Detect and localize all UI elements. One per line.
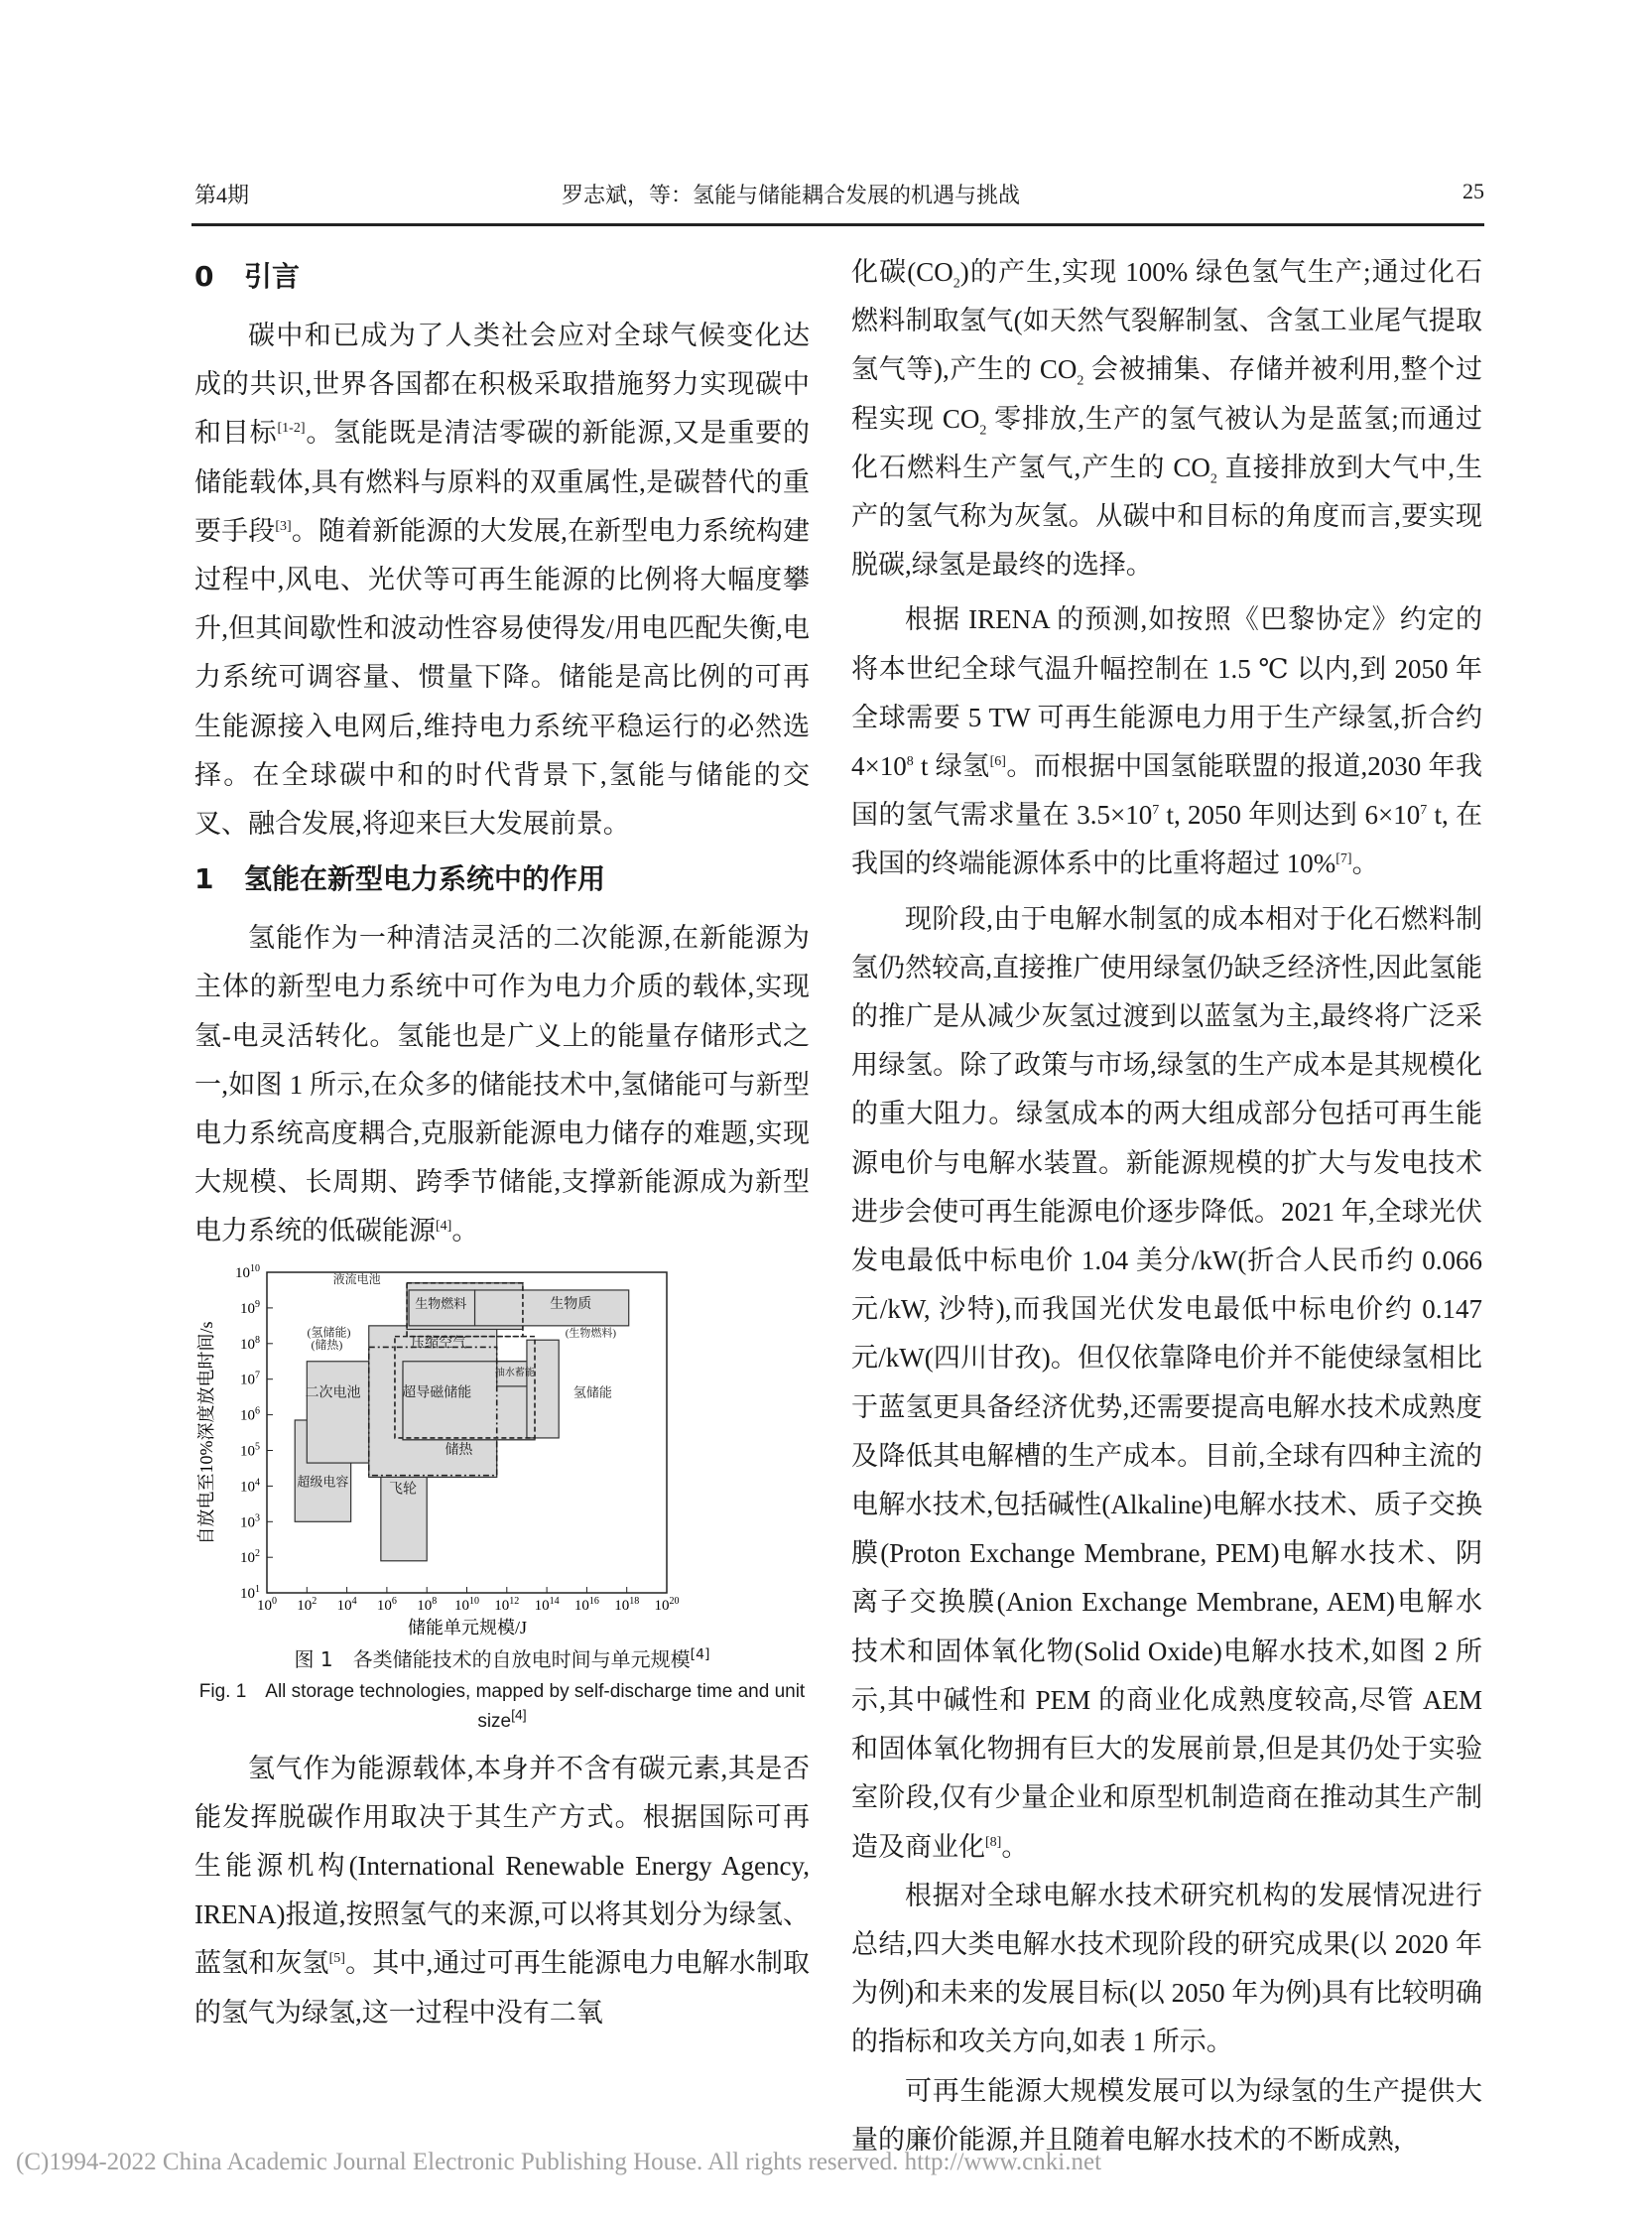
superscript: 7 — [1152, 803, 1160, 819]
subscript: 2 — [953, 276, 960, 292]
text-run: 直接排放到大气中,生产的氢气称为灰氢。从碳中和目标的角度而言,要实现脱碳,绿氢是最终的选择。 — [851, 452, 1483, 581]
citation[interactable]: [4] — [511, 1706, 527, 1723]
paragraph: 根据对全球电解水技术研究机构的发展情况进行总结,四大类电解水技术现阶段的研究成果(以 2020 年为例)和未来的发展目标(以 2050 年为例)具有比较明确的指标和攻关方向,如表 1 所示。 — [851, 1880, 1482, 2057]
paragraph — [851, 895, 1482, 1872]
text-run: t 绿氢 — [913, 751, 990, 782]
x-tick-label: $10^{12}$ — [494, 1595, 520, 1614]
y-tick-label: $10^4$ — [240, 1477, 260, 1496]
paragraph — [851, 248, 1482, 590]
caption-text: 图 1 各类储能技术的自放电时间与单元规模 — [294, 1646, 691, 1671]
box-label: 抽水蓄能 — [494, 1367, 535, 1378]
text-run: 现阶段,由于电解水制氢的成本相对于化石燃料制氢仍然较高,直接推广使用绿氢仍缺乏经济性,因此氢能的推广是从减少灰氢过渡到以蓝氢为主,最终将广泛采用绿氢。除了政策与市场,绿氢的生产成本是其规模化的重大阻力。绿氢成本的两大组成部分包括可再生能源电价与电解水装置。新能源规模的扩大与发电技术进步会使可再生能源电价逐步降低。2021 年,全球光伏发电最低中标电价 1.04 美分/kW(折合人民币约 0.066 元/kW, 沙特),而我国光伏发电最低中标电价约 0.147 元/kW(四川甘孜)。但仅依靠降电价并不能使绿氢相比于蓝氢更具备经济优势,还需要提高电解水技术成熟度及降低其电解槽的生产成本。目前,全球有四种主流的电解水技术,包括碱性(Alkaline)电解水技术、质子交换膜(Proton Exchange Membrane, PEM)电解水技术、阴离子交换膜(Anion Exchange Membrane, AEM)电解水技术和固体氧化物(Solid Oxide)电解水技术,如图 2 所示,其中碱性和 PEM 的商业化成熟度较高,尽管 AEM 和固体氧化物拥有巨大的发展前景,但是其仍处于实验室阶段,仅有少量企业和原型机制造商在推动其生产制造及商业化 — [851, 903, 1482, 1862]
x-tick-label: $10^2$ — [297, 1595, 318, 1614]
running-header — [194, 179, 1484, 218]
paragraph — [194, 312, 810, 849]
box-氢储能 — [527, 1340, 559, 1438]
citation[interactable]: [6] — [989, 754, 1006, 770]
y-tick-label: $10^7$ — [240, 1370, 260, 1388]
right-column — [851, 248, 1482, 2164]
figure-caption-en — [194, 1677, 810, 1737]
copyright-footer: (C)1994-2022 China Academic Journal Electronic Publishing House. All rights reserved. http://www.cnki.net — [16, 2149, 1102, 2175]
section-number: 1 — [194, 862, 214, 896]
text-run: 。氢能既是清洁零碳的新能源,又是重要的储能载体,具有燃料与原料的双重属性,是碳替代的重要手段 — [194, 418, 811, 546]
y-tick-label: $10^8$ — [240, 1334, 260, 1353]
text-run: 。而根据中国氢能联盟的报道,2030 年我国的氢气需求量在 3.5×10 — [851, 751, 1482, 831]
text-run: 根据 IRENA 的预测,如按照《巴黎协定》约定的将本世纪全球气温升幅控制在 1.5 ℃ 以内,到 2050 年全球需要 5 TW 可再生能源电力用于生产绿氢,折合约 4×10 — [851, 604, 1482, 782]
x-tick-label: $10^4$ — [336, 1595, 357, 1614]
section-heading-1 — [194, 851, 810, 908]
superscript: 7 — [1420, 803, 1428, 819]
superscript: 8 — [906, 754, 914, 770]
x-tick-label: $10^{16}$ — [573, 1595, 599, 1614]
left-column — [194, 248, 810, 2037]
x-axis-label: 储能单元规模/J — [407, 1617, 528, 1638]
y-axis-label: 自放电至10%深度放电时间/s — [196, 1321, 216, 1545]
box-label: (氢储能) — [307, 1325, 351, 1340]
citation[interactable]: [1-2] — [277, 421, 306, 437]
y-tick-label: $10^{10}$ — [235, 1263, 260, 1281]
section-number: 0 — [194, 260, 214, 293]
text-run: 化碳(CO — [851, 257, 953, 287]
box-label: 压缩空气 — [411, 1336, 467, 1352]
text-run: t, 在我国的终端能源体系中的比重将超过 10% — [851, 800, 1482, 879]
x-tick-label: $10^{18}$ — [614, 1595, 640, 1614]
figure-caption-cn — [194, 1641, 810, 1677]
running-title: 罗志斌，等：氢能与储能耦合发展的机遇与挑战 — [562, 183, 1021, 207]
citation[interactable]: [7] — [1335, 852, 1352, 867]
y-tick-label: $10^9$ — [240, 1298, 260, 1317]
text-run: 。 — [1351, 849, 1379, 879]
box-label: 生物质 — [550, 1296, 592, 1312]
x-tick-label: $10^6$ — [376, 1595, 397, 1614]
caption-text: Fig. 1 All storage technologies, mapped by self-discharge time and unit size — [198, 1680, 806, 1732]
y-tick-label: $10^3$ — [240, 1511, 260, 1530]
y-tick-label: $10^5$ — [240, 1441, 260, 1460]
page-number: 25 — [1462, 179, 1484, 203]
box-label: (生物燃料) — [565, 1327, 617, 1340]
paragraph — [194, 914, 810, 1255]
text-run: 氢气作为能源载体,本身并不含有碳元素,其是否能发挥脱碳作用取决于其生产方式。根据国际可再生能源机构(International Renewable Energy Agency, IRENA)报道,按照氢气的来源,可以将其划分为绿氢、蓝氢和灰氢 — [194, 1753, 810, 1979]
text-run: 氢能作为一种清洁灵活的二次能源,在新能源为主体的新型电力系统中可作为电力介质的载体,实现氢-电灵活转化。氢能也是广义上的能量存储形式之一,如图 1 所示,在众多的储能技术中,氢储能可与新型电力系统高度耦合,克服新能源电力储存的难题,实现大规模、长周期、跨季节储能,支撑新能源成为新型电力系统的低碳能源 — [194, 923, 810, 1246]
y-tick-label: $10^1$ — [240, 1583, 260, 1602]
x-tick-label: $10^8$ — [417, 1595, 438, 1614]
x-tick-label: $10^{10}$ — [454, 1595, 479, 1614]
box-label: 二次电池 — [305, 1385, 361, 1401]
subscript: 2 — [1209, 471, 1217, 487]
section-title: 氢能在新型电力系统中的作用 — [244, 862, 606, 896]
citation[interactable]: [4] — [436, 1219, 452, 1235]
y-tick-label: $10^2$ — [240, 1547, 260, 1566]
box-label: 液流电池 — [332, 1271, 381, 1286]
x-tick-label: $10^{14}$ — [534, 1595, 560, 1614]
box-label: 超级电容 — [297, 1474, 349, 1490]
header-rule — [191, 223, 1484, 226]
text-run: 。 — [451, 1216, 479, 1246]
text-run: 。其中,通过可再生能源电力电解水制取的氢气为绿氢,这一过程中没有二氧 — [194, 1948, 811, 2028]
x-tick-label: $10^{20}$ — [654, 1595, 680, 1614]
text-run: 。 — [1001, 1831, 1029, 1862]
text-run: t, 2050 年则达到 6×10 — [1159, 800, 1421, 831]
paragraph: 可再生能源大规模发展可以为绿氢的生产提供大量的廉价能源,并且随着电解水技术的不断成熟, — [851, 2075, 1482, 2155]
box-label: 超导磁储能 — [402, 1385, 472, 1401]
text-run: )的产生,实现 100% 绿色氢气生产;通过化石燃料制取氢气(如天然气裂解制氢、含氢工业尾气提取氢气等),产生的 CO — [851, 257, 1483, 385]
storage-chart-svg — [194, 1264, 810, 1639]
text-run: 碳中和已成为了人类社会应对全球气候变化达成的共识,世界各国都在积极采取措施努力实现碳中和目标 — [194, 321, 810, 449]
box-label: 飞轮 — [389, 1482, 418, 1498]
section-heading-0 — [194, 248, 810, 306]
citation[interactable]: [3] — [275, 518, 292, 534]
box-label: 氢储能 — [572, 1384, 612, 1400]
box-label: (储热) — [311, 1337, 343, 1352]
subscript: 2 — [1077, 373, 1084, 389]
box-label: 生物燃料 — [415, 1295, 467, 1311]
subscript: 2 — [979, 423, 987, 438]
figure-1-chart — [194, 1264, 810, 1639]
text-run: 会被捕集、存储并被利用,整个过程实现 CO — [851, 354, 1482, 434]
box-label: 储热 — [445, 1442, 473, 1458]
x-tick-label: $10^0$ — [257, 1595, 277, 1614]
y-tick-label: $10^6$ — [240, 1405, 260, 1424]
citation[interactable]: [4] — [690, 1646, 710, 1662]
text-run: 。随着新能源的大发展,在新型电力系统构建过程中,风电、光伏等可再生能源的比例将大幅度攀升,但其间歇性和波动性容易使得发/用电匹配失衡,电力系统可调容量、惯量下降。储能是高比例的可再生能源接入电网后,维持电力系统平稳运行的必然选择。在全球碳中和的时代背景下,氢能与储能的交叉、融合发展,将迎来巨大发展前景。 — [194, 515, 811, 840]
citation[interactable]: [8] — [985, 1834, 1002, 1850]
text-run: 零排放,生产的氢气被认为是蓝氢;而通过化石燃料生产氢气,产生的 CO — [851, 403, 1482, 482]
section-title: 引言 — [244, 260, 301, 293]
citation[interactable]: [5] — [328, 1951, 345, 1967]
paragraph — [851, 595, 1482, 888]
issue-label: 第4期 — [194, 183, 250, 207]
paragraph — [194, 1745, 810, 2037]
